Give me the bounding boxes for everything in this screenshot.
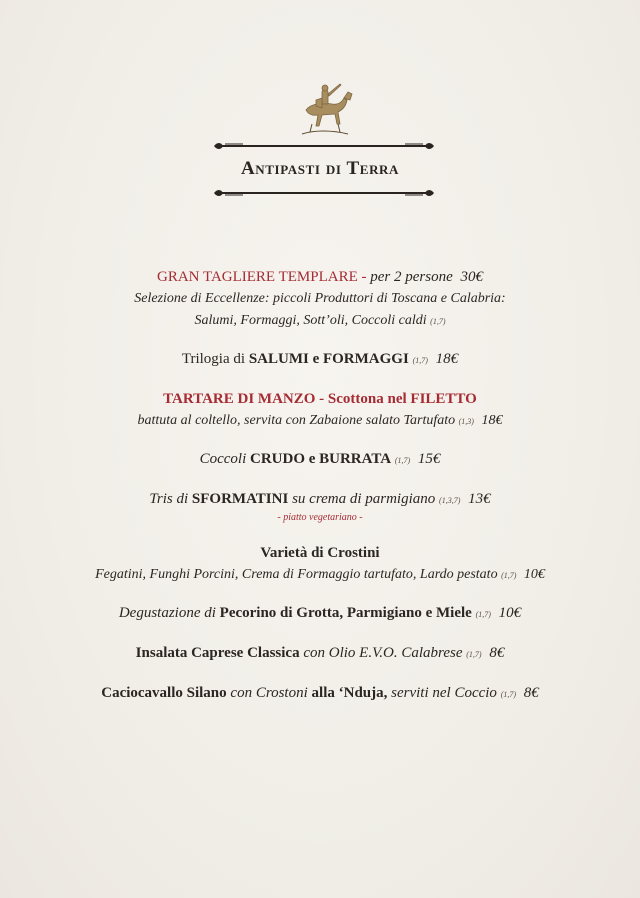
item-prefix: Tris di <box>149 491 189 507</box>
menu-item-gran-tagliere <box>0 266 640 288</box>
item-prefix: Degustazione di <box>118 605 216 621</box>
allergen-codes: (1,7) <box>430 317 446 326</box>
menu-item-caciocavallo <box>0 682 640 704</box>
item-price: 15€ <box>417 451 441 467</box>
item-name: CRUDO e BURRATA <box>249 451 392 467</box>
item-description-text: battuta al coltello, servita con <box>137 413 306 428</box>
item-suffix: con Olio E.V.O. Calabrese <box>303 645 463 661</box>
item-name-2: alla ‘Nduja, <box>311 685 388 701</box>
item-description-text: Fegatini, Funghi Porcini, Crema di Formaggio tartufato, Lardo pestato <box>95 567 498 582</box>
menu-items <box>0 266 640 704</box>
allergen-codes: (1,3) <box>458 417 474 426</box>
item-mid: con Crostoni <box>230 685 308 701</box>
item-name: Pecorino di Grotta, Parmigiano e Miele <box>219 605 472 621</box>
item-name: Caciocavallo Silano <box>101 685 227 701</box>
item-price: 18€ <box>481 413 503 428</box>
templar-knight-logo-icon <box>292 80 358 138</box>
item-description <box>0 410 640 432</box>
separator: - <box>357 269 371 285</box>
item-price: 10€ <box>523 567 545 582</box>
item-price: 30€ <box>460 269 483 285</box>
item-suffix: su crema di parmigiano <box>292 491 436 507</box>
allergen-codes: (1,3,7) <box>439 496 461 505</box>
menu-item-coccoli <box>0 448 640 470</box>
allergen-codes: (1,7) <box>475 610 491 619</box>
item-name: SFORMATINI <box>191 491 289 507</box>
allergen-codes: (1,7) <box>500 690 517 699</box>
menu-item-crostini: Varietà di Crostini <box>260 545 380 561</box>
allergen-codes: (1,7) <box>394 456 411 465</box>
item-description <box>0 310 640 332</box>
item-name: GRAN TAGLIERE TEMPLARE <box>157 269 358 285</box>
ornamental-rule-bottom-icon <box>213 188 435 198</box>
vegetarian-note: - piatto vegetariano - <box>277 512 363 523</box>
item-price: 8€ <box>489 645 505 661</box>
allergen-codes: (1,7) <box>412 356 428 365</box>
item-prefix: Coccoli <box>199 451 247 467</box>
ornamental-rule-top-icon <box>213 141 435 151</box>
item-description-text: Zabaione salato Tartufato <box>309 413 456 428</box>
item-suffix: serviti nel Coccio <box>391 685 497 701</box>
item-description: Selezione di Eccellenze: piccoli Produttori di Toscana e Calabria: <box>134 291 506 306</box>
item-prefix: Trilogia di <box>181 351 246 367</box>
item-description-text: Salumi, Formaggi, Sott’oli, Coccoli caldi <box>194 313 427 328</box>
item-suffix: per 2 persone <box>370 269 453 285</box>
item-price: 8€ <box>523 685 539 701</box>
menu-item-tris <box>0 488 640 510</box>
section-title: Antipasti di Terra <box>240 158 400 179</box>
menu-item-trilogia <box>0 348 640 370</box>
menu-item-caprese <box>0 642 640 664</box>
item-price: 10€ <box>498 605 522 621</box>
menu-item-tartare: TARTARE DI MANZO - Scottona nel FILETTO <box>163 391 477 407</box>
allergen-codes: (1,7) <box>501 571 517 580</box>
allergen-codes: (1,7) <box>466 650 482 659</box>
item-name: SALUMI e FORMAGGI <box>248 351 409 367</box>
item-price: 18€ <box>435 351 459 367</box>
menu-item-degustazione <box>0 602 640 624</box>
item-name: Insalata Caprese Classica <box>135 645 300 661</box>
item-price: 13€ <box>468 491 491 507</box>
item-description <box>0 564 640 586</box>
